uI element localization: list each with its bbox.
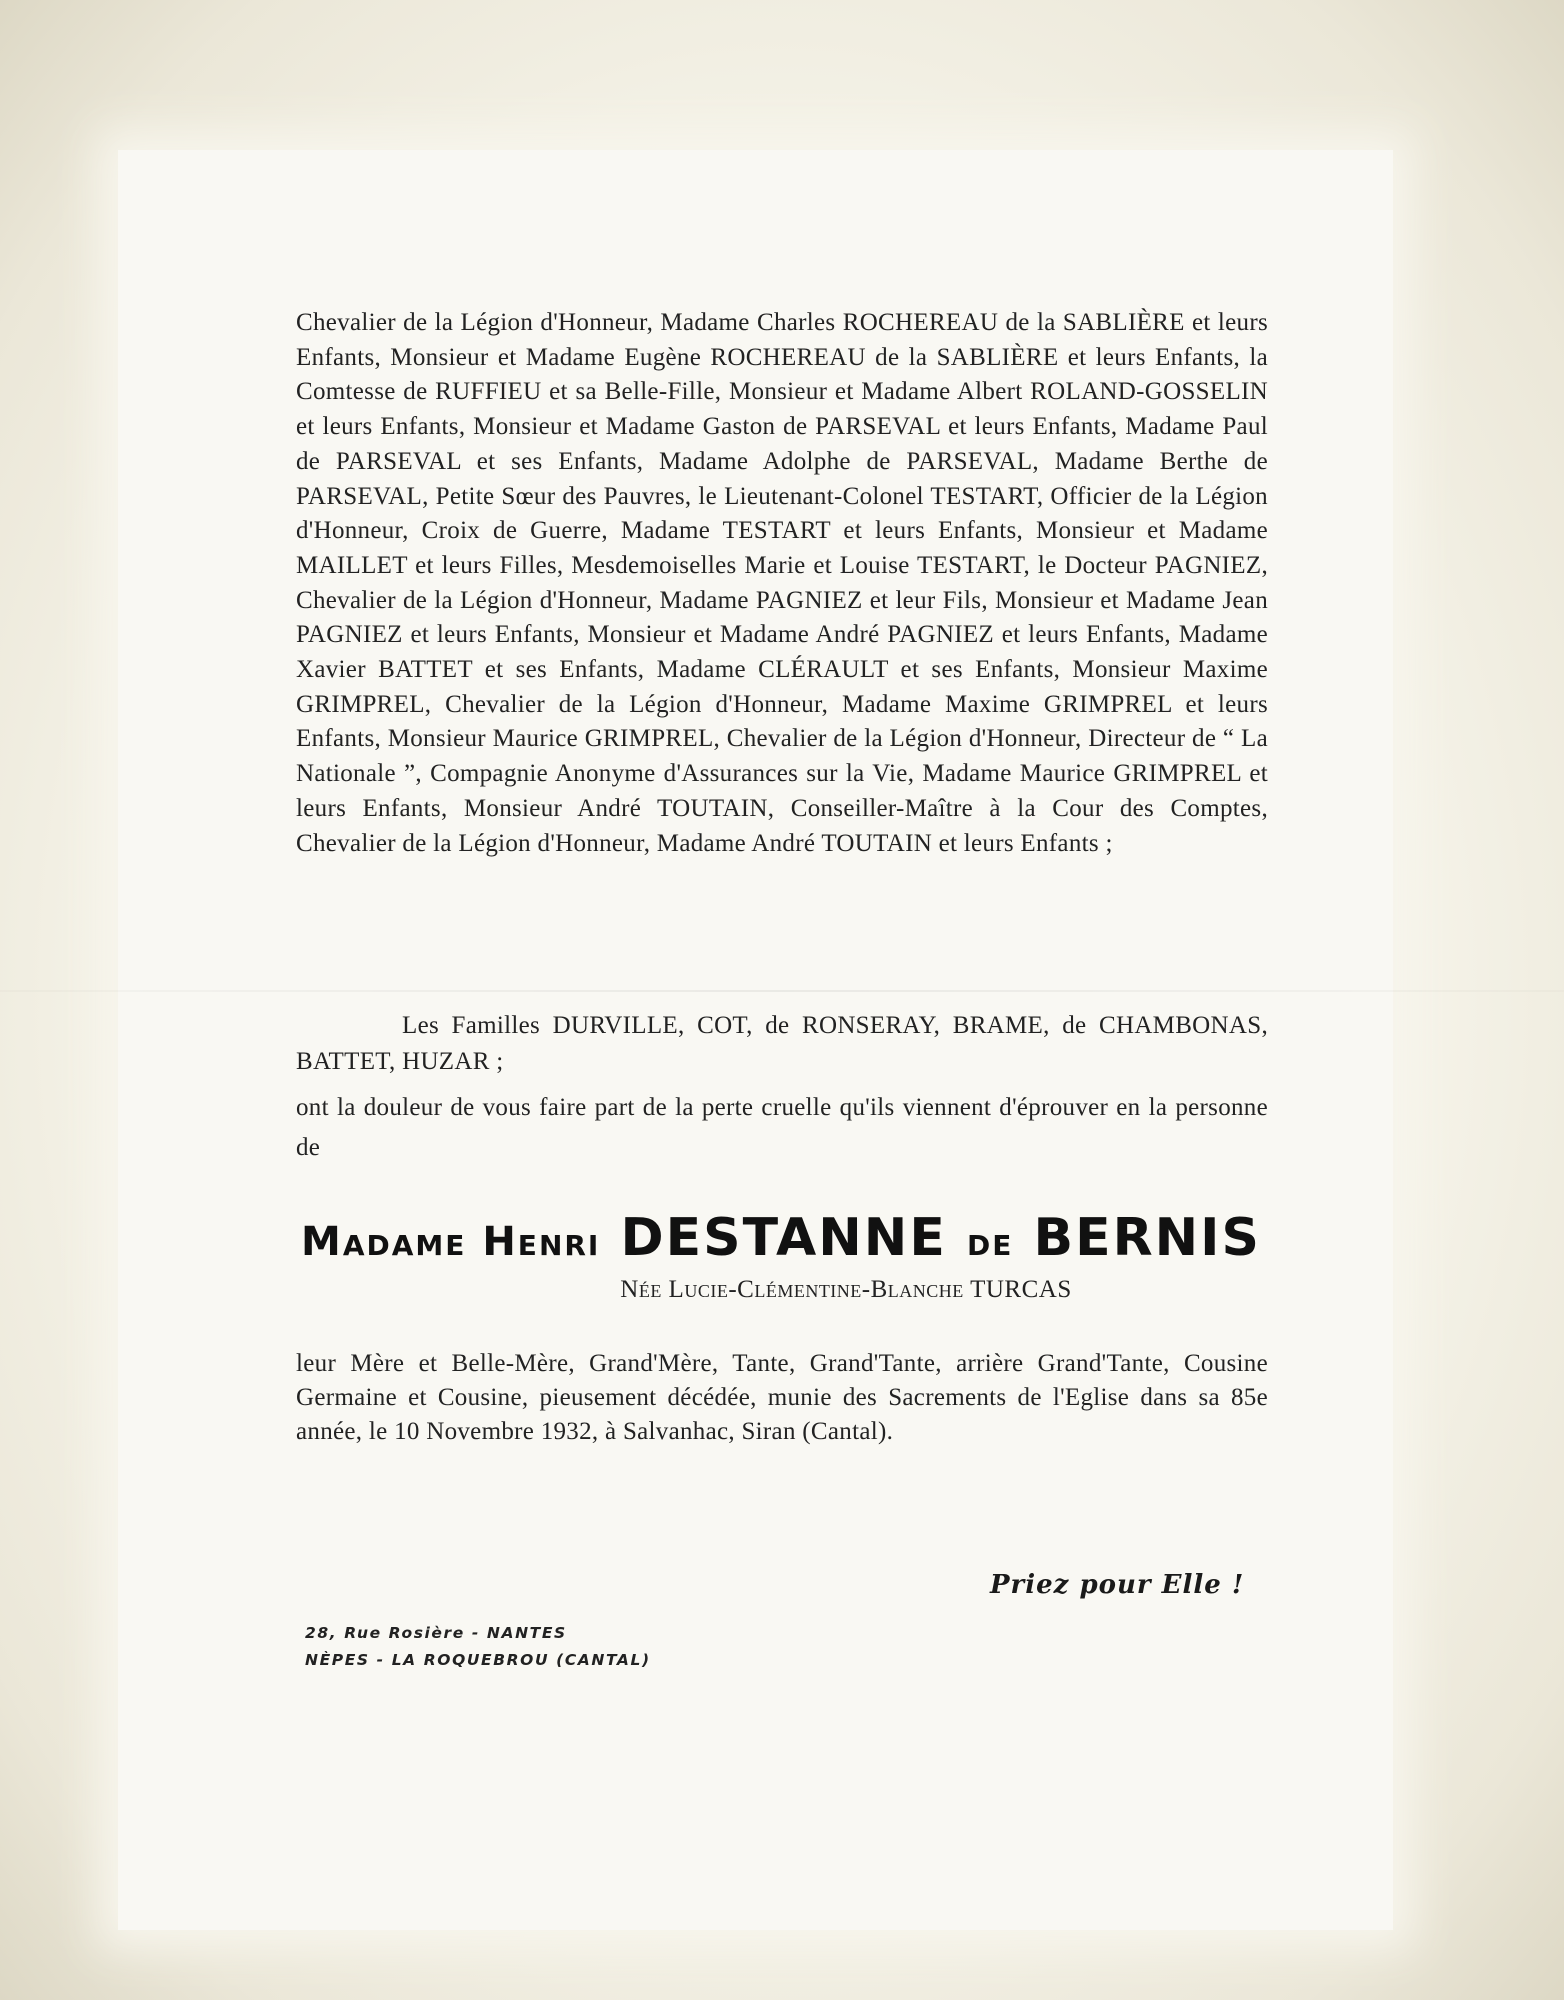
printer-location: NÈPES - LA ROQUEBROU (CANTAL)	[305, 1651, 651, 1669]
other-families: Les Familles DURVILLE, COT, de RONSERAY, BRAME, de CHAMBONAS, BATTET, HUZAR ;	[296, 1012, 1268, 1075]
birth-name: Née Lucie-Clémentine-Blanche TURCAS	[620, 1276, 1072, 1303]
printer-address: 28, Rue Rosière - NANTES	[305, 1624, 567, 1642]
deceased-particle: de	[966, 1219, 1014, 1265]
deceased-prefix: Madame Henri	[301, 1219, 601, 1265]
deceased-name	[296, 1208, 1266, 1268]
families-list: Chevalier de la Légion d'Honneur, Madame Charles ROCHEREAU de la SABLIÈRE et leurs Enfants, Monsieur et Madame Eugène ROCHEREAU de la SABLIÈRE et leurs Enfants, la Comtesse de RUFFIEU et sa Belle-Fille, Monsieur et Madame Albert ROLAND-GOSSELIN et leurs Enfants, Monsieur et Madame Gaston de PARSEVAL et leurs Enfants, Madame Paul de PARSEVAL et ses Enfants, Madame Adolphe de PARSEVAL, Madame Berthe de PARSEVAL, Petite Sœur des Pauvres, le Lieutenant-Colonel TESTART, Officier de la Légion d'Honneur, Croix de Guerre, Madame TESTART et leurs Enfants, Monsieur et Madame MAILLET et leurs Filles, Mesdemoiselles Marie et Louise TESTART, le Docteur PAGNIEZ, Chevalier de la Légion d'Honneur, Madame PAGNIEZ et leur Fils, Monsieur et Madame Jean PAGNIEZ et leurs Enfants, Monsieur et Madame André PAGNIEZ et leurs Enfants, Madame Xavier BATTET et ses Enfants, Madame CLÉRAULT et ses Enfants, Monsieur Maxime GRIMPREL, Chevalier de la Légion d'Honneur, Madame Maxime GRIMPREL et leurs Enfants, Monsieur Maurice GRIMPREL, Chevalier de la Légion d'Honneur, Directeur de “ La Nationale ”, Compagnie Anonyme d'Assurances sur la Vie, Madame Maurice GRIMPREL et leurs Enfants, Monsieur André TOUTAIN, Conseiller-Maître à la Cour des Comptes, Chevalier de la Légion d'Honneur, Madame André TOUTAIN et leurs Enfants ;	[296, 309, 1268, 857]
announcement-intro: ont la douleur de vous faire part de la perte cruelle qu'ils viennent d'éprouver en la personne de	[296, 1094, 1268, 1161]
deceased-surname: DESTANNE	[620, 1208, 947, 1268]
deceased-surname-2: BERNIS	[1033, 1208, 1261, 1268]
prayer-line: Priez pour Elle !	[990, 1570, 1245, 1600]
fold-line	[0, 990, 1564, 992]
relation-text: leur Mère et Belle-Mère, Grand'Mère, Tante, Grand'Tante, arrière Grand'Tante, Cousine Germaine et Cousine, pieusement décédée, munie des Sacrements de l'Eglise dans sa 85e année, le 10 Novembre 1932, à Salvanhac, Siran (Cantal).	[296, 1350, 1268, 1445]
